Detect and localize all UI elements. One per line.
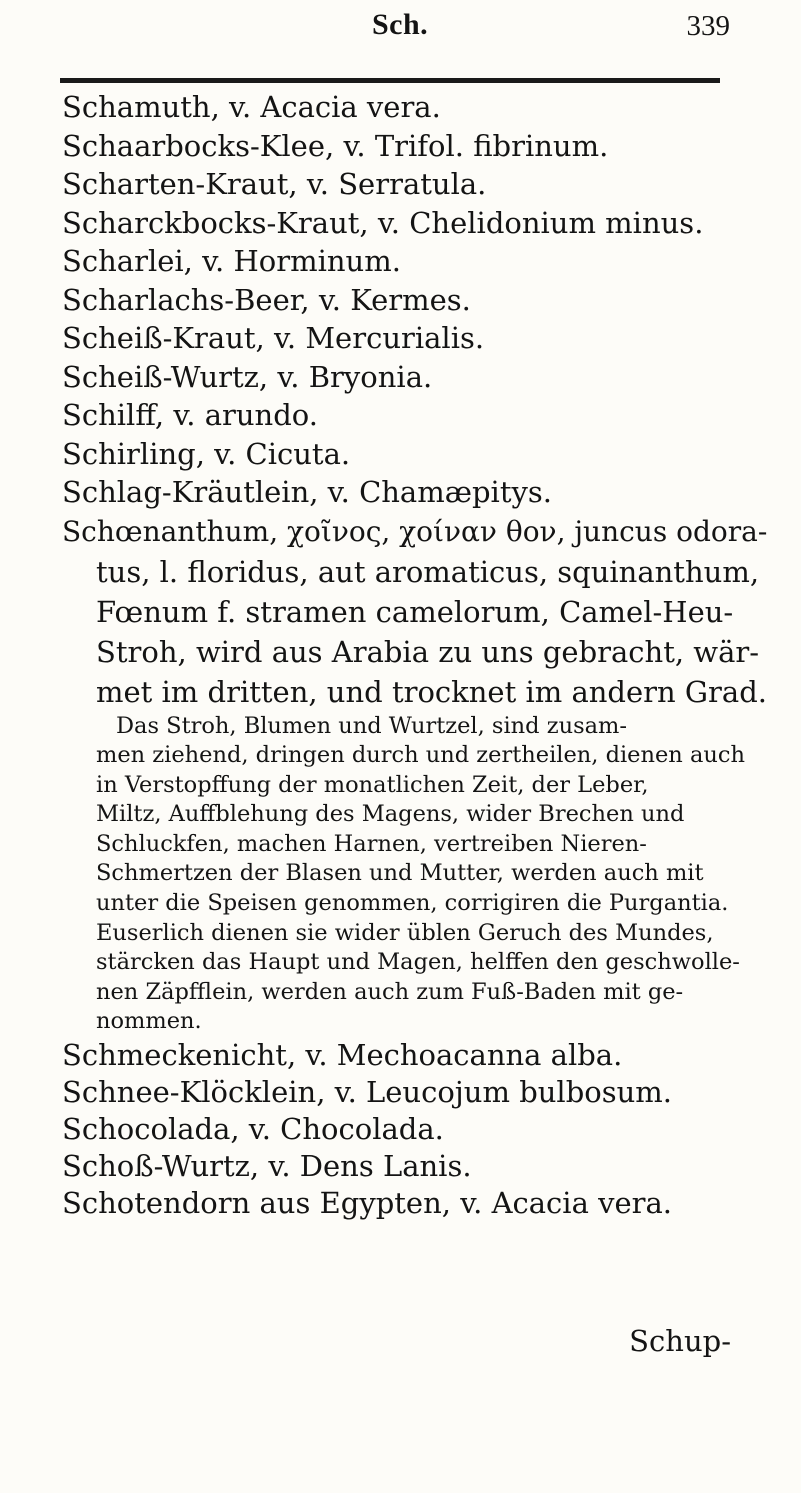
entry: Scharckbocks-Kraut, v. Chelidonium minus.	[62, 205, 704, 240]
description-line: Schmertzen der Blasen und Mutter, werden auch mit	[96, 860, 704, 887]
dictionary-entries	[62, 88, 768, 1222]
schoenanthum-line: tus, l. floridus, aut aromaticus, squinanthum,	[96, 554, 760, 589]
description-line: stärcken das Haupt und Magen, helffen den geschwolle-	[96, 949, 740, 976]
description-line: nen Zäpfflein, werden auch zum Fuß-Baden mit ge-	[96, 978, 684, 1005]
entry: Schoß-Wurtz, v. Dens Lanis.	[62, 1149, 472, 1184]
page-header	[60, 0, 730, 92]
entry: Scheiß-Wurtz, v. Bryonia.	[62, 359, 433, 394]
description-line: nommen.	[96, 1008, 202, 1035]
entry: Schlag-Kräutlein, v. Chamæpitys.	[62, 475, 552, 509]
schoenanthum-line: met im dritten, und trocknet im andern Grad.	[96, 674, 767, 709]
description-line: Schluckfen, machen Harnen, vertreiben Nieren-	[96, 830, 647, 857]
schoenanthum-line: Fœnum f. stramen camelorum, Camel-Heu-	[96, 594, 734, 629]
schoenanthum-line: Schœnanthum, χοῖνος, χοίναν θον, juncus odora-	[62, 514, 768, 548]
entry: Schamuth, v. Acacia vera.	[62, 90, 441, 124]
running-head: Sch.	[372, 8, 429, 41]
entry: Scharlachs-Beer, v. Kermes.	[62, 282, 471, 317]
entry: Schmeckenicht, v. Mechoacanna alba.	[62, 1038, 623, 1073]
entry: Scharten-Kraut, v. Serratula.	[62, 167, 487, 201]
entry: Schirling, v. Cicuta.	[62, 436, 351, 471]
schoenanthum-line: Stroh, wird aus Arabia zu uns gebracht, wär-	[96, 634, 760, 669]
entry: Schilff, v. arundo.	[62, 398, 318, 432]
entry: Scheiß-Kraut, v. Mercurialis.	[62, 321, 485, 355]
header-rule	[60, 78, 720, 83]
description-line: men ziehend, dringen durch und zertheilen, dienen auch	[96, 742, 745, 769]
entry: Schotendorn aus Egypten, v. Acacia vera.	[62, 1186, 672, 1221]
catchword: Schup-	[629, 1324, 731, 1358]
description-line: Euserlich dienen sie wider üblen Geruch des Mundes,	[96, 919, 714, 946]
schoenanthum-description	[62, 712, 762, 1038]
description-line: unter die Speisen genommen, corrigiren die Purgantia.	[96, 890, 729, 917]
page-number: 339	[686, 10, 730, 42]
entry: Scharlei, v. Horminum.	[62, 244, 401, 278]
entry: Schnee-Klöcklein, v. Leucojum bulbosum.	[62, 1075, 673, 1110]
description-line: in Verstopffung der monatlichen Zeit, der Leber,	[96, 771, 649, 798]
description-line: Miltz, Auffblehung des Magens, wider Brechen und	[96, 801, 685, 828]
entry: Schocolada, v. Chocolada.	[62, 1112, 444, 1147]
entry: Schaarbocks-Klee, v. Trifol. fibrinum.	[62, 128, 609, 163]
entry-schoenanthum	[62, 512, 768, 1038]
description-line: Das Stroh, Blumen und Wurtzel, sind zusam-	[116, 712, 627, 739]
